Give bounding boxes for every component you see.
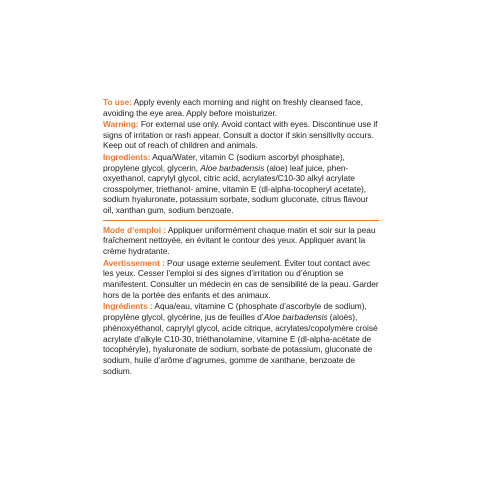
avertissement-paragraph <box>103 258 379 301</box>
to-use-text: Apply evenly each morning and night on freshly cleansed face, avoiding the eye area. Apply before moisturizer. <box>103 97 363 118</box>
mode-emploi-text: Appliquer uniformément chaque matin et soir sur la peau fraîchement nettoyée, en évitant le contour des yeux. Appliquer avant la crème hydratante. <box>103 224 376 256</box>
english-section <box>103 97 379 216</box>
ingredients-paragraph <box>103 152 379 216</box>
avertissement-text: Pour usage externe seulement. Éviter tout contact avec les yeux. Cesser l’emploi si des signes d’irritation ou d’éruption se manifestent. Consulter un médecin en cas de sensibilité de la peau. Garder hors de la portée des enfants et des animaux. <box>103 257 379 300</box>
mode-emploi-paragraph <box>103 225 379 257</box>
to-use-paragraph <box>103 97 379 118</box>
ingredients-text-start: Aqua/Water, vitamin C (sodium ascorbyl phosphate), propylene glycol, glycerin, <box>103 151 345 173</box>
warning-text: For external use only. Avoid contact with eyes. Discontinue use if signs of irritation or rash appear. Consult a doctor if skin sensitivity occurs. Keep out of reach of children and animals. <box>103 119 378 151</box>
ingredients-fr-paragraph <box>103 301 379 376</box>
ingredients-fr-text-start: Aqua/eau, vitamine C (phosphate d’ascorbyle de sodium), propylène glycol, glycérine, jus de feuilles d’ <box>103 301 367 323</box>
ingredients-italic-botanical: Aloe barbadensis <box>200 162 265 173</box>
ingredients-fr-heading: Ingrédients : <box>103 301 153 312</box>
warning-paragraph <box>103 119 379 151</box>
ingredients-text-end: (aloe) leaf juice, phen-oxyethanol, caprylyl glycol, citric acid, acrylates/C10-30 alkyl acrylate crosspolymer, triethanol- amine, vitamin E (dl-alpha-tocopheryl acetate), sodium hyaluronate, potassium sorbate, sodium gluconate, citrus flavour oil, xanthan gum, sodium benzoate. <box>103 162 369 215</box>
product-label <box>103 97 379 376</box>
language-divider <box>103 220 379 221</box>
mode-emploi-heading: Mode d’emploi : <box>103 224 166 235</box>
ingredients-fr-text-end: (aloès), phénoxyéthanol, caprylyl glycol, acide citrique, acrylates/copolymère croisé acrylate d’alkyle C10-30, triéthanolamine, vitamine E (dl-alpha-acétate de tocophéryle), hyaluronate de sodium, sorbate de potassium, gluconate de sodium, huile d’arôme d’agrumes, gomme de xanthane, benzoate de sodium. <box>103 312 378 376</box>
ingredients-heading: Ingredients: <box>103 151 151 162</box>
french-section <box>103 225 379 377</box>
warning-heading: Warning: <box>103 119 139 130</box>
ingredients-fr-italic-botanical: Aloe barbadensis <box>263 312 328 323</box>
avertissement-heading: Avertissement : <box>103 257 165 268</box>
to-use-heading: To use: <box>103 97 132 107</box>
